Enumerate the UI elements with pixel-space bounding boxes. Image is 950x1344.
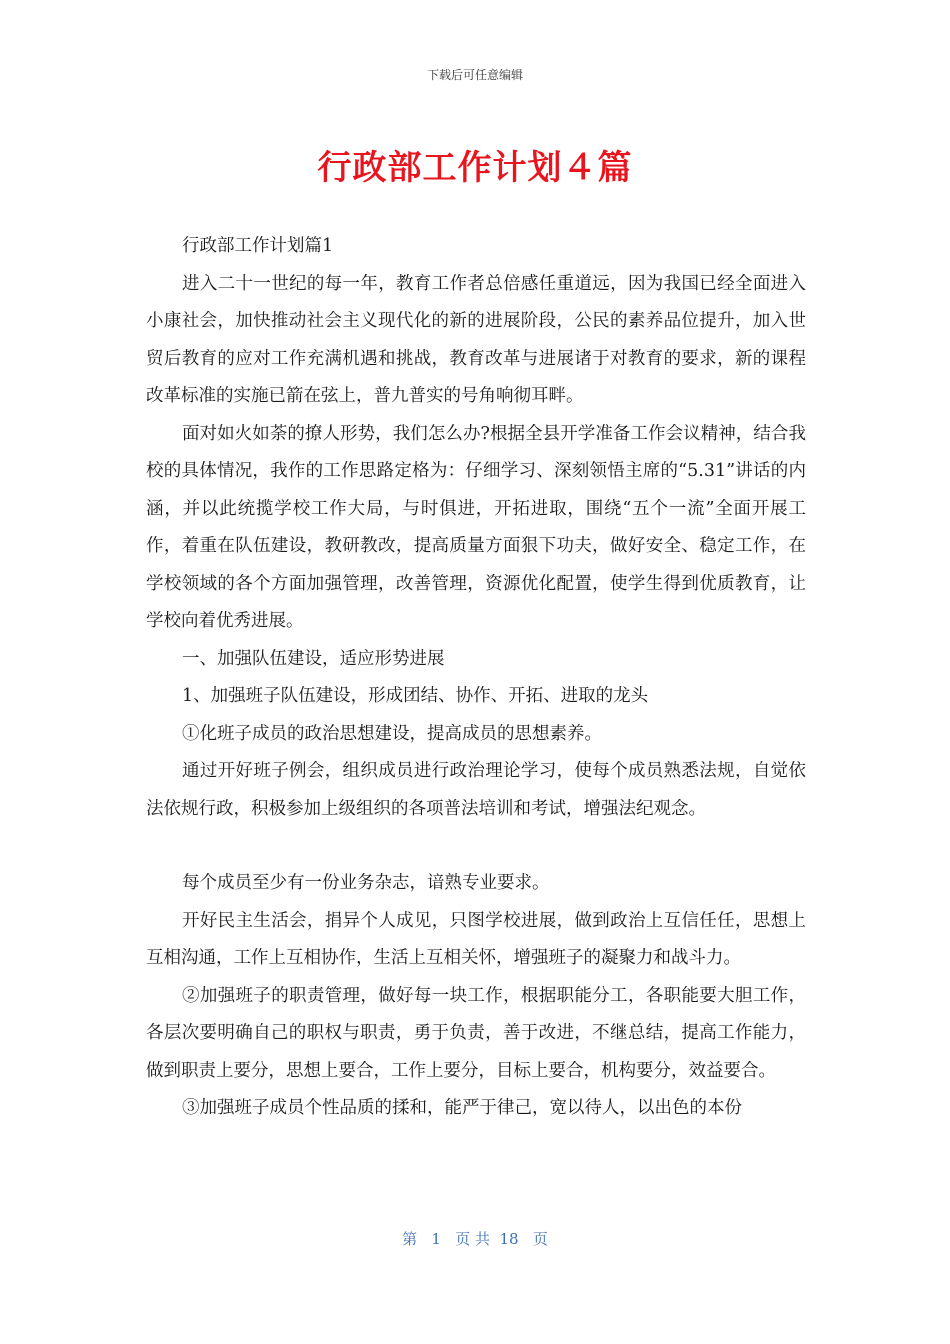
paragraph: 通过开好班子例会，组织成员进行政治理论学习，使每个成员熟悉法规，自觉依法依规行政，积极参加上级组织的各项普法培训和考试，增强法纪观念。	[146, 761, 806, 819]
paragraph: 面对如火如荼的撩人形势，我们怎么办?根据全县开学准备工作会议精神，结合我校的具体情况，我作的工作思路定格为：仔细学习、深刻领悟主席的“5.31”讲话的内涵，并以此统揽学校工作大局，与时俱进，开拓进取，围绕“五个一流”全面开展工作，着重在队伍建设，教研教改，提高质量方面狠下功夫，做好安全、稳定工作，在学校领域的各个方面加强管理，改善管理，资源优化配置，使学生得到优质教育，让学校向着优秀进展。	[146, 423, 806, 631]
page-footer: 第 1 页 共 18 页	[402, 1230, 548, 1248]
subsection-heading: 1、加强班子队伍建设，形成团结、协作、开拓、进取的龙头	[182, 686, 649, 706]
paragraph: ②加强班子的职责管理，做好每一块工作，根据职能分工，各职能要大胆工作，各层次要明确自己的职权与职责，勇于负责，善于改进，不继总结，提高工作能力，做到职责上要分，思想上要合，工作上要分，目标上要合，机构要分，效益要合。	[146, 985, 806, 1081]
section-heading: 行政部工作计划篇1	[182, 236, 334, 256]
header-note: 下载后可任意编辑	[426, 68, 523, 82]
paragraph: 开好民主生活会，捐异个人成见，只图学校进展，做到政治上互信任任，思想上互相沟通，工作上互相协作，生活上互相关怀，增强班子的凝聚力和战斗力。	[146, 910, 806, 968]
paragraph: 进入二十一世纪的每一年，教育工作者总倍感任重道远，因为我国已经全面进入小康社会，加快推动社会主义现代化的新的进展阶段，公民的素养品位提升，加入世贸后教育的应对工作充满机遇和挑战，教育改革与进展诸于对教育的要求，新的课程改革标准的实施已箭在弦上，普九普实的号角响彻耳畔。	[146, 273, 806, 406]
document-title: 行政部工作计划４篇	[317, 148, 633, 188]
document-body	[146, 228, 806, 1128]
paragraph: 每个成员至少有一份业务杂志，谙熟专业要求。	[182, 873, 550, 893]
paragraph: ①化班子成员的政治思想建设，提高成员的思想素养。	[182, 723, 602, 744]
paragraph: ③加强班子成员个性品质的揉和，能严于律己，宽以待人，以出色的本份	[182, 1098, 742, 1118]
section-heading: 一、加强队伍建设，适应形势进展	[182, 648, 445, 669]
